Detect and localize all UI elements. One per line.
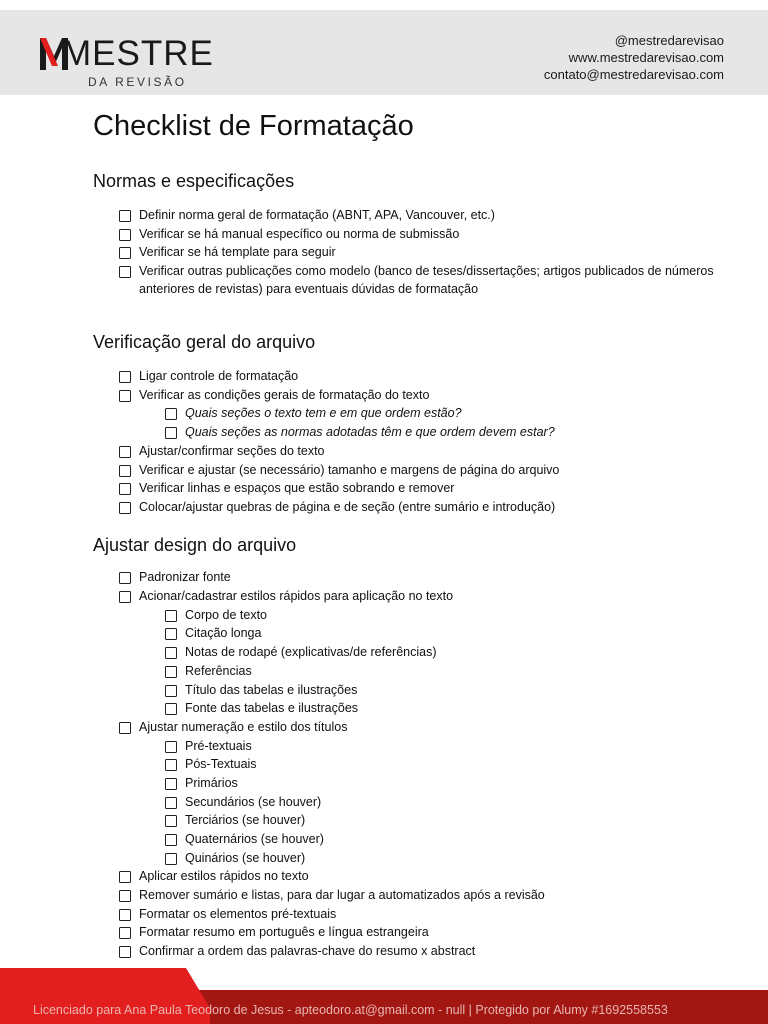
checklist-item-label: Título das tabelas e ilustrações [185,682,358,697]
section-title: Normas e especificações [93,171,295,191]
checklist-item-label: Aplicar estilos rápidos no texto [139,869,309,884]
checklist-subitem [93,405,733,423]
checklist-subitem [93,850,733,868]
checklist-subitem [93,644,733,662]
checklist-item-label: Fonte das tabelas e ilustrações [185,701,359,716]
checkbox[interactable] [165,797,177,809]
checklist-item [93,387,733,405]
checkbox[interactable] [165,834,177,846]
checklist-subitem [93,756,733,774]
checklist-subitem [93,812,733,830]
checkbox[interactable] [119,946,131,958]
checklist-item [93,443,733,461]
checkbox[interactable] [165,778,177,790]
checklist-item-label: Quinários (se houver) [185,850,306,865]
checkbox[interactable] [165,703,177,715]
checkbox[interactable] [165,815,177,827]
checklist-item-label: Ajustar numeração e estilo dos títulos [139,719,348,734]
checkbox[interactable] [119,722,131,734]
checklist-item [93,924,733,942]
sections [93,170,733,961]
checkbox[interactable] [119,502,131,514]
checkbox[interactable] [119,390,131,402]
checklist-subitem [93,794,733,812]
section-title: Verificação geral do arquivo [93,332,316,353]
checklist-item-label: Definir norma geral de formatação (ABNT, APA, Vancouver, etc.) [139,208,495,222]
page-header [0,10,768,95]
checkbox[interactable] [165,427,177,439]
checklist-item [93,588,733,606]
page-title: Checklist de Formatação [93,110,414,142]
checklist-item [93,480,733,498]
checkbox[interactable] [165,853,177,865]
checklist-item-label: Primários [185,775,238,790]
checklist-item-label: Terciários (se houver) [185,813,306,828]
checklist-subitem [93,831,733,849]
contact-email[interactable]: contato@mestredarevisao.com [543,67,724,82]
checklist-section [93,331,733,516]
checklist-subitem [93,775,733,793]
checklist-item-label: Verificar outras publicações como modelo (banco de teses/dissertações; artigos publicados de números anteriores de revistas) para eventuais dúvidas de formatação [139,264,714,296]
checkbox[interactable] [119,465,131,477]
checklist-item-label: Formatar resumo em português e língua estrangeira [139,925,429,940]
checkbox[interactable] [119,890,131,902]
checkbox[interactable] [119,247,131,259]
checklist-item-label: Quais seções as normas adotadas têm e que ordem devem estar? [185,425,555,440]
checkbox[interactable] [165,741,177,753]
checklist-item [93,943,733,961]
checklist-subitem [93,682,733,700]
checklist-item-label: Verificar linhas e espaços que estão sobrando e remover [139,481,455,496]
checklist-item-label: Pós-Textuais [185,757,257,772]
checkbox[interactable] [165,759,177,771]
checklist-item [93,207,733,225]
contact-instagram[interactable]: @mestredarevisao [614,33,724,48]
contact-website[interactable]: www.mestredarevisao.com [568,50,724,65]
checklist-item-label: Corpo de texto [185,607,267,622]
checkbox[interactable] [165,408,177,420]
checkbox[interactable] [165,685,177,697]
checkbox[interactable] [119,446,131,458]
checklist-item-label: Confirmar a ordem das palavras-chave do resumo x abstract [139,944,476,959]
logo-subtitle: DA REVISÃO [88,75,187,89]
checklist-item-label: Ajustar/confirmar seções do texto [139,443,325,458]
checkbox[interactable] [119,483,131,495]
checklist-content [93,108,733,962]
checklist-item-label: Quaternários (se houver) [185,832,324,846]
checklist-item-label: Quais seções o texto tem e em que ordem estão? [185,406,462,421]
checklist-item [93,244,733,262]
section-title: Ajustar design do arquivo [93,535,297,556]
checklist-subitem [93,663,733,681]
checkbox[interactable] [165,628,177,640]
logo [40,34,214,89]
checklist-item-label: Ligar controle de formatação [139,369,299,384]
checklist-item [93,263,733,298]
checklist-item-label: Verificar as condições gerais de formatação do texto [139,387,430,402]
checklist-subitem [93,625,733,643]
checklist-item-label: Acionar/cadastrar estilos rápidos para aplicação no texto [139,589,454,604]
checklist [93,569,733,960]
checklist-item-label: Padronizar fonte [139,570,231,585]
checklist-item-label: Verificar se há template para seguir [139,245,336,260]
checklist [93,368,733,516]
checklist-item-label: Verificar e ajustar (se necessário) tamanho e margens de página do arquivo [139,462,560,477]
logo-wordmark: MESTRE [62,34,214,73]
checklist-subitem [93,607,733,625]
checklist-item [93,368,733,386]
checklist [93,207,733,298]
checklist-section [93,170,733,298]
checkbox[interactable] [119,266,131,278]
checklist-item-label: Pré-textuais [185,738,252,753]
checklist-item-label: Colocar/ajustar quebras de página e de seção (entre sumário e introdução) [139,499,556,514]
checklist-item [93,868,733,886]
checklist-item-label: Notas de rodapé (explicativas/de referências) [185,645,437,660]
checkbox[interactable] [119,927,131,939]
checkbox[interactable] [119,210,131,222]
checklist-item [93,906,733,924]
checklist-item [93,499,733,517]
checklist-item [93,569,733,587]
checklist-item-label: Citação longa [185,626,262,641]
checkbox[interactable] [165,610,177,622]
checklist-item-label: Formatar os elementos pré-textuais [139,906,337,921]
checklist-item-label: Referências [185,663,252,678]
checklist-item [93,226,733,244]
checkbox[interactable] [165,647,177,659]
checkbox[interactable] [119,909,131,921]
checklist-subitem [93,700,733,718]
checkbox[interactable] [119,572,131,584]
checklist-item-label: Remover sumário e listas, para dar lugar a automatizados após a revisão [139,888,545,903]
checklist-item-label: Secundários (se houver) [185,794,322,809]
checkbox[interactable] [119,871,131,883]
checkbox[interactable] [119,371,131,383]
checklist-item [93,719,733,737]
checkbox[interactable] [119,591,131,603]
checklist-item [93,462,733,480]
checkbox[interactable] [165,666,177,678]
contact-block [544,32,724,83]
checklist-subitem [93,738,733,756]
checklist-section [93,534,733,960]
checklist-subitem [93,424,733,442]
license-notice: Licenciado para Ana Paula Teodoro de Jesus - apteodoro.at@gmail.com - null | Protegido por Alumy #1692558553 [33,1003,668,1017]
checklist-item-label: Verificar se há manual específico ou norma de submissão [139,226,460,241]
checkbox[interactable] [119,229,131,241]
checklist-item [93,887,733,905]
